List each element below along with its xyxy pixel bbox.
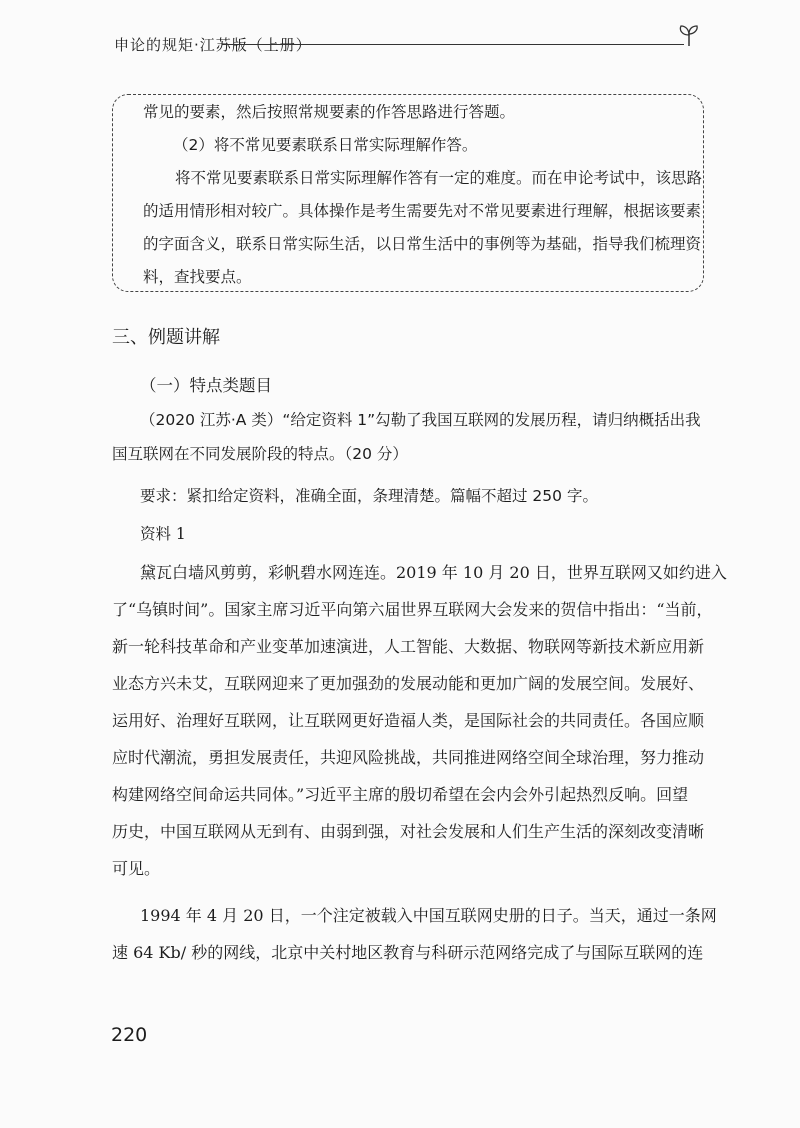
callout-line: 的适用情形相对较广。具体操作是考生需要先对不常见要素进行理解，根据该要素 — [143, 202, 702, 220]
running-header — [114, 30, 714, 60]
requirement: 要求：紧扣给定资料，准确全面，条理清楚。篇幅不超过 250 字。 — [140, 487, 598, 505]
callout-line: 常见的要素，然后按照常规要素的作答思路进行答题。 — [143, 103, 516, 121]
header-rule — [222, 44, 684, 45]
paragraph-line: 可见。 — [112, 859, 161, 878]
paragraph-line: 了“乌镇时间”。国家主席习近平向第六届世界互联网大会发来的贺信中指出：“当前， — [112, 600, 713, 619]
paragraph-line: 新一轮科技革命和产业变革加速演进，人工智能、大数据、物联网等新技术新应用新 — [112, 637, 705, 656]
callout-line: 料，查找要点。 — [143, 268, 252, 286]
subsection-heading: （一）特点类题目 — [140, 376, 272, 395]
paragraph-line: 应时代潮流，勇担发展责任，共迎风险挑战，共同推进网络空间全球治理，努力推动 — [112, 748, 705, 767]
paragraph-line: 速 64 Kb/ 秒的网线，北京中关村地区教育与科研示范网络完成了与国际互联网的连 — [112, 943, 704, 962]
material-label: 资料 1 — [140, 525, 186, 543]
callout-line: 将不常见要素联系日常实际理解作答有一定的难度。而在申论考试中，该思路 — [175, 169, 703, 187]
paragraph-line: 运用好、治理好互联网，让互联网更好造福人类，是国际社会的共同责任。各国应顺 — [112, 711, 705, 730]
paragraph-line: 历史，中国互联网从无到有、由弱到强，对社会发展和人们生产生活的深刻改变清晰 — [112, 822, 705, 841]
paragraph-line: 1994 年 4 月 20 日，一个注定被载入中国互联网史册的日子。当天，通过一条网 — [140, 906, 717, 925]
callout-line: （2）将不常见要素联系日常实际理解作答。 — [173, 136, 478, 154]
question-line: （2020 江苏·A 类）“给定资料 1”勾勒了我国互联网的发展历程，请归纳概括出我 — [140, 411, 701, 429]
question-line: 国互联网在不同发展阶段的特点。（20 分） — [112, 445, 408, 463]
paragraph-line: 构建网络空间命运共同体。”习近平主席的殷切希望在会内会外引起热烈反响。回望 — [112, 785, 689, 804]
paragraph-line: 业态方兴未艾，互联网迎来了更加强劲的发展动能和更加广阔的发展空间。发展好、 — [112, 674, 705, 693]
book-title: 申论的规矩·江苏版（上册） — [114, 36, 312, 54]
paragraph-line: 黛瓦白墙风剪剪，彩帆碧水网连连。2019 年 10 月 20 日，世界互联网又如约进入 — [140, 563, 727, 582]
page-number: 220 — [111, 1024, 148, 1046]
sprout-icon — [676, 22, 702, 48]
section-heading: 三、例题讲解 — [112, 327, 220, 348]
callout-line: 的字面含义，联系日常实际生活，以日常生活中的事例等为基础，指导我们梳理资 — [143, 235, 702, 253]
callout-box — [112, 94, 704, 292]
